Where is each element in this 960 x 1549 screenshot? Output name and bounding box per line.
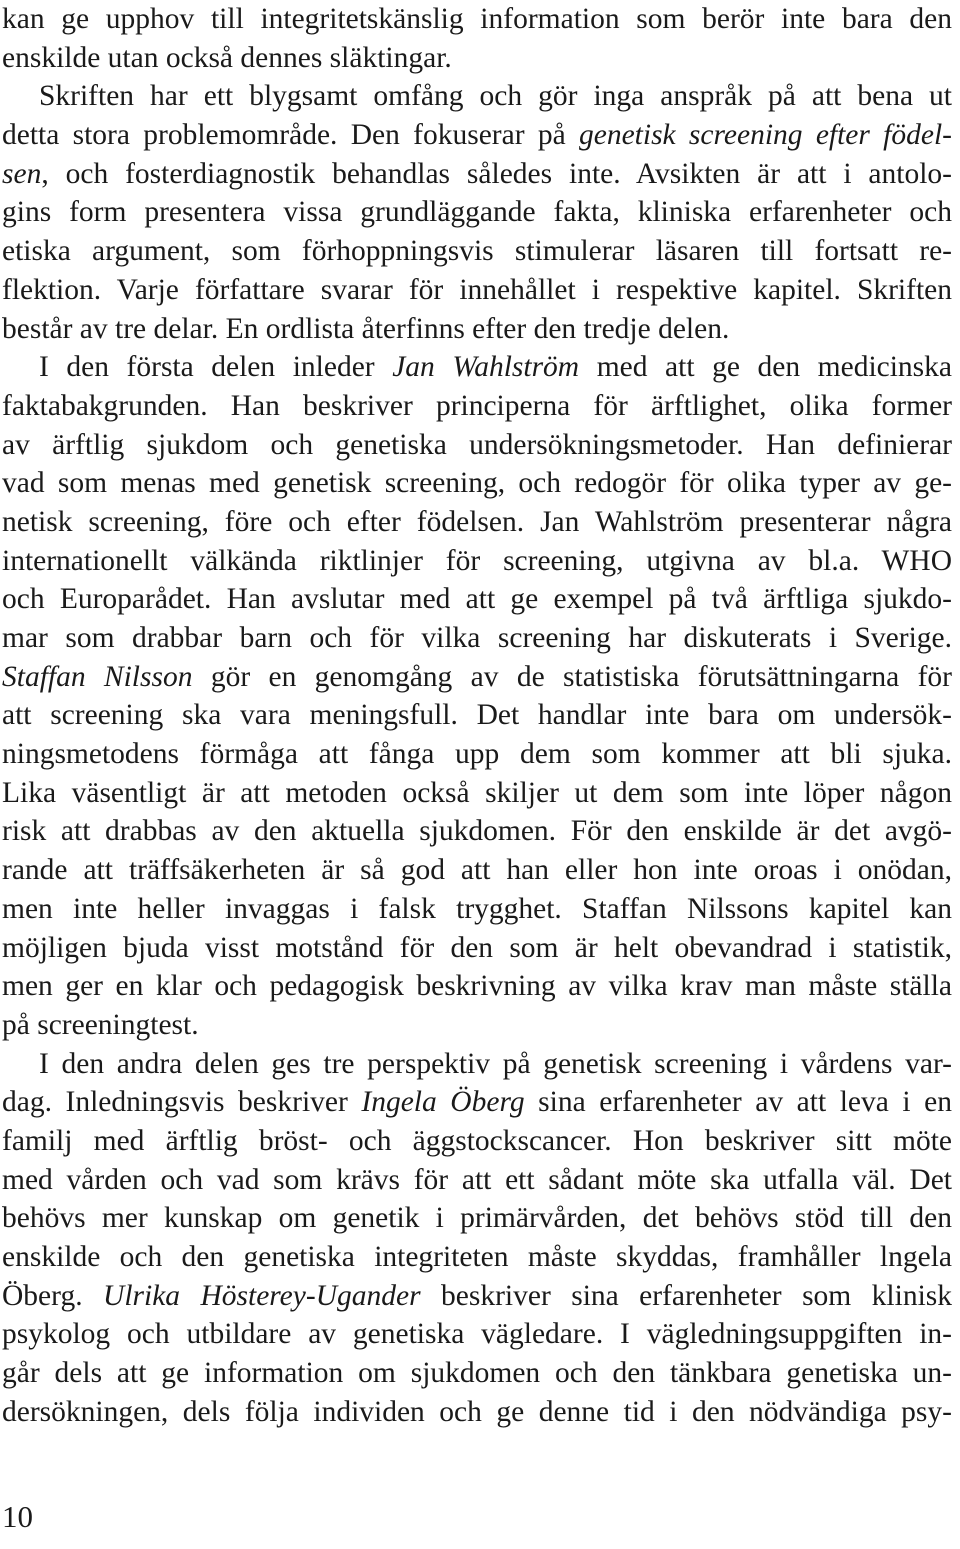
text-line [2,580,952,619]
text-line [2,851,952,890]
text-segment: men ger en klar och pedagogisk beskrivning av vilka krav man måste ställa [2,970,952,1003]
text-segment: etiska argument, som förhoppningsvis stimulerar läsaren till fortsatt re- [2,235,952,268]
author-name: genetisk screening efter födel- [578,119,952,152]
text-segment: möjligen bjuda visst motstånd för den som är helt obevandrad i statistik, [2,931,952,964]
text-line [2,542,952,581]
text-segment: Lika väsentligt är att metoden också skiljer ut dem som inte löper någon [2,776,952,809]
text-line [2,387,952,426]
text-line [2,77,952,116]
author-name: Jan Wahlström [392,351,580,384]
text-segment: faktabakgrunden. Han beskriver principerna för ärftlighet, olika former [2,389,952,422]
text-line [2,1006,952,1045]
text-line [2,310,952,349]
text-segment: , och fosterdiagnostik behandlas således inte. Avsikten är att i antolo- [41,157,952,190]
text-line [2,116,952,155]
text-line [2,232,952,271]
text-line [2,39,952,78]
text-segment: Skriften har ett blygsamt omfång och gör inga anspråk på att bena ut [39,80,952,113]
text-segment: dag. Inledningsvis beskriver [2,1086,362,1119]
text-line [2,193,952,232]
text-segment: och Europarådet. Han avslutar med att ge exempel på två ärftliga sjukdo- [2,583,952,616]
text-line [2,1354,952,1393]
text-segment: I den andra delen ges tre perspektiv på genetisk screening i vårdens var- [39,1047,952,1080]
text-line [2,464,952,503]
text-line [2,890,952,929]
text-line [2,1277,952,1316]
text-line [2,1122,952,1161]
text-segment: med vården och vad som krävs för att ett sådant möte ska utfalla väl. Det [2,1163,952,1196]
text-line [2,1045,952,1084]
text-line [2,348,952,387]
text-segment: gör en genomgång av de statistiska förutsättningarna för [192,660,952,693]
text-line [2,967,952,1006]
text-segment: flektion. Varje författare svarar för innehållet i respektive kapitel. Skriften [2,273,952,306]
text-segment: sina erfarenheter av att leva i en [524,1086,952,1119]
text-segment: psykolog och utbildare av genetiska vägledare. I vägledningsuppgiften in- [2,1318,952,1351]
text-segment: beskriver sina erfarenheter som klinisk [420,1279,952,1312]
text-segment: vad som menas med genetisk screening, och redogör för olika typer av ge- [2,467,952,500]
body-text [2,0,952,1431]
author-name: Ingela Öberg [361,1086,525,1119]
text-line [2,929,952,968]
page-number: 10 [2,1499,33,1534]
text-segment: mar som drabbar barn och för vilka screening har diskuterats i Sverige. [2,622,952,654]
text-line [2,1315,952,1354]
text-segment: risk att drabbas av den aktuella sjukdomen. För den enskilde är det avgö- [2,815,952,848]
text-segment: rande att träffsäkerheten är så god att han eller hon inte oroas i onödan, [2,854,952,887]
text-line [2,696,952,735]
text-line [2,658,952,697]
text-segment: detta stora problemområde. Den fokuserar på [2,119,579,152]
text-line [2,1161,952,1200]
text-line [2,619,952,658]
text-segment: gins form presentera vissa grundläggande fakta, kliniska erfarenheter och [2,196,952,229]
text-line [2,503,952,542]
text-segment: att screening ska vara meningsfull. Det handlar inte bara om undersök- [2,699,952,732]
text-segment: dersökningen, dels följa individen och ge denne tid i den nödvändiga psy- [2,1395,952,1428]
text-line [2,1199,952,1238]
text-segment: kan ge upphov till integritetskänslig information som berör inte bara den [2,3,952,35]
text-segment: netisk screening, före och efter födelsen. Jan Wahlström presenterar några [2,505,952,538]
text-segment: internationellt välkända riktlinjer för screening, utgivna av bl.a. WHO [2,544,952,577]
text-segment: Öberg. [2,1279,104,1312]
text-segment: behövs mer kunskap om genetik i primärvården, det behövs stöd till den [2,1202,952,1235]
text-segment: går dels att ge information om sjukdomen och den tänkbara genetiska un- [2,1357,952,1390]
text-line [2,1238,952,1277]
text-line [2,735,952,774]
author-name: Ulrika Hösterey-Ugander [103,1279,421,1312]
text-line [2,0,952,39]
text-line [2,155,952,194]
text-line [2,1083,952,1122]
author-name: sen [2,157,42,190]
text-segment: på screeningtest. [2,1008,199,1041]
text-segment: består av tre delar. En ordlista återfinns efter den tredje delen. [2,312,730,345]
text-segment: enskilde och den genetiska integriteten måste skyddas, framhåller lngela [2,1241,952,1273]
text-segment: men inte heller invaggas i falsk trygghet. Staffan Nilssons kapitel kan [2,892,952,925]
text-segment: med att ge den medicinska [579,351,952,384]
text-line [2,774,952,813]
text-segment: av ärftlig sjukdom och genetiska undersökningsmetoder. Han definierar [2,428,952,461]
text-segment: enskilde utan också dennes släktingar. [2,41,452,74]
author-name: Staffan Nilsson [2,660,193,693]
text-line [2,426,952,465]
text-segment: I den första delen inleder [39,351,393,384]
text-line [2,812,952,851]
text-line [2,1393,952,1432]
text-segment: familj med ärftlig bröst- och äggstockscancer. Hon beskriver sitt möte [2,1124,952,1157]
text-segment: ningsmetodens förmåga att fånga upp dem som kommer att bli sjuka. [2,738,952,771]
text-line [2,271,952,310]
